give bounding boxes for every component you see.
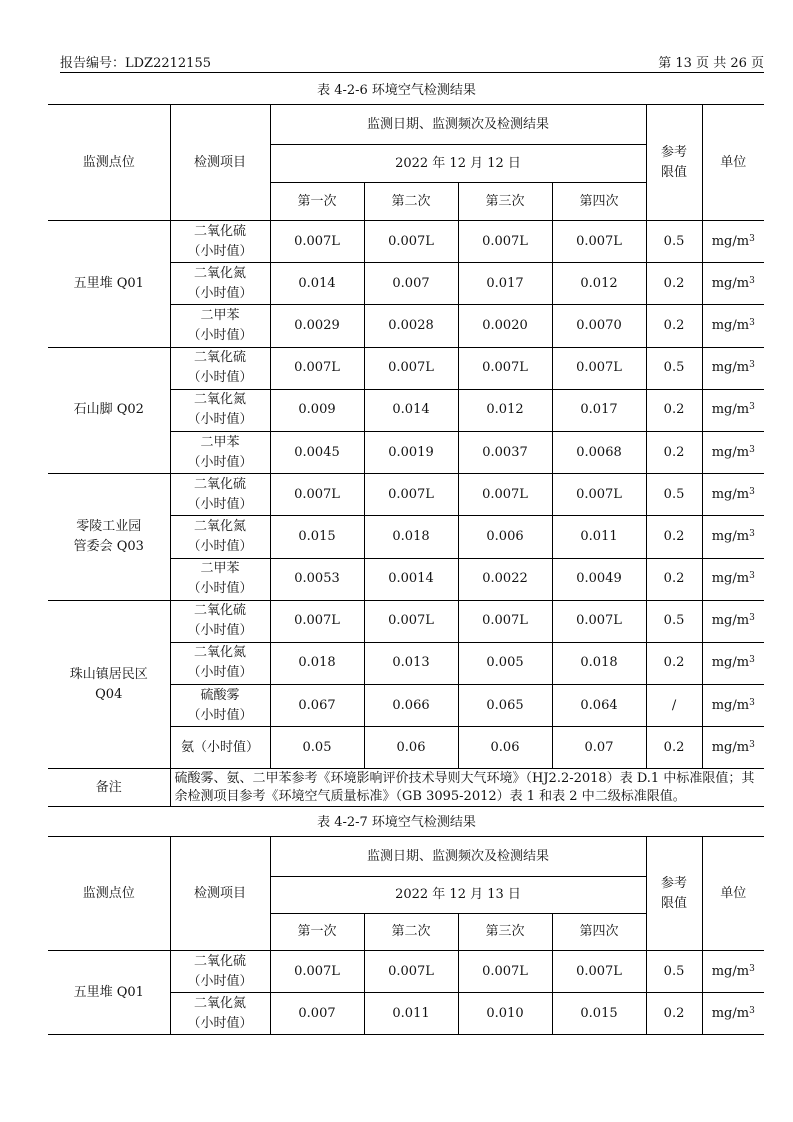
item-name: 二氧化氮 （小时值） xyxy=(170,516,270,558)
unit-text: mg/m xyxy=(711,697,750,713)
result-value: 0.007L xyxy=(552,600,646,642)
result-value: 0.007L xyxy=(364,221,458,263)
result-value: 0.0014 xyxy=(364,558,458,600)
limit-value: 0.5 xyxy=(646,221,702,263)
header-group: 监测日期、监测频次及检测结果 xyxy=(270,837,646,877)
unit-superscript: 3 xyxy=(749,402,755,413)
limit-value: 0.2 xyxy=(646,431,702,473)
unit-text: mg/m xyxy=(711,613,750,629)
item-name: 二氧化氮 （小时值） xyxy=(170,993,270,1035)
unit-text: mg/m xyxy=(711,655,750,671)
header-time-2: 第二次 xyxy=(364,183,458,221)
unit-superscript: 3 xyxy=(749,571,755,582)
header-site: 监测点位 xyxy=(48,837,170,951)
table2-caption: 表 4-2-7 环境空气检测结果 xyxy=(317,815,476,830)
unit-superscript: 3 xyxy=(749,963,755,974)
limit-value: 0.5 xyxy=(646,951,702,993)
result-value: 0.015 xyxy=(552,993,646,1035)
result-value: 0.007L xyxy=(552,221,646,263)
header-date: 2022 年 12 月 12 日 xyxy=(270,145,646,183)
unit-cell xyxy=(702,431,764,473)
item-name: 二氧化氮 （小时值） xyxy=(170,389,270,431)
result-value: 0.0045 xyxy=(270,431,364,473)
result-value: 0.06 xyxy=(458,727,552,769)
table1-air-quality-results xyxy=(48,104,764,807)
result-value: 0.007L xyxy=(458,600,552,642)
unit-text: mg/m xyxy=(711,739,750,755)
header-limit: 参考 限值 xyxy=(646,105,702,221)
header-time-3: 第三次 xyxy=(458,183,552,221)
header-date: 2022 年 12 月 13 日 xyxy=(270,877,646,914)
result-value: 0.007L xyxy=(458,474,552,516)
result-value: 0.017 xyxy=(552,389,646,431)
table1-caption: 表 4-2-6 环境空气检测结果 xyxy=(317,83,476,98)
header-group: 监测日期、监测频次及检测结果 xyxy=(270,105,646,145)
result-value: 0.012 xyxy=(458,389,552,431)
result-value: 0.018 xyxy=(270,642,364,684)
limit-value: 0.5 xyxy=(646,474,702,516)
limit-value: 0.2 xyxy=(646,642,702,684)
limit-value: 0.2 xyxy=(646,558,702,600)
item-name: 二甲苯 （小时值） xyxy=(170,431,270,473)
item-name: 氨（小时值） xyxy=(170,727,270,769)
unit-superscript: 3 xyxy=(749,275,755,286)
unit-text: mg/m xyxy=(711,360,750,376)
result-value: 0.009 xyxy=(270,389,364,431)
unit-cell xyxy=(702,305,764,347)
result-value: 0.007L xyxy=(270,347,364,389)
unit-text: mg/m xyxy=(711,528,750,544)
result-value: 0.014 xyxy=(270,263,364,305)
result-value: 0.07 xyxy=(552,727,646,769)
report-number: 报告编号：LDZ2212155 xyxy=(60,56,211,71)
item-name: 二氧化氮 （小时值） xyxy=(170,263,270,305)
result-value: 0.007L xyxy=(552,951,646,993)
result-value: 0.010 xyxy=(458,993,552,1035)
result-value: 0.015 xyxy=(270,516,364,558)
result-value: 0.011 xyxy=(364,993,458,1035)
limit-value: 0.5 xyxy=(646,600,702,642)
header-time-1: 第一次 xyxy=(270,914,364,951)
page-header xyxy=(60,50,764,73)
result-value: 0.018 xyxy=(552,642,646,684)
limit-value: / xyxy=(646,685,702,727)
header-time-3: 第三次 xyxy=(458,914,552,951)
item-name: 二氧化硫 （小时值） xyxy=(170,951,270,993)
item-name: 二氧化硫 （小时值） xyxy=(170,347,270,389)
unit-text: mg/m xyxy=(711,1005,750,1021)
result-value: 0.0028 xyxy=(364,305,458,347)
table2-air-quality-results xyxy=(48,836,764,1035)
header-time-1: 第一次 xyxy=(270,183,364,221)
unit-superscript: 3 xyxy=(749,360,755,371)
unit-cell xyxy=(702,263,764,305)
unit-text: mg/m xyxy=(711,486,750,502)
result-value: 0.014 xyxy=(364,389,458,431)
table-row xyxy=(48,347,764,389)
result-value: 0.064 xyxy=(552,685,646,727)
unit-superscript: 3 xyxy=(749,317,755,328)
item-name: 硫酸雾 （小时值） xyxy=(170,685,270,727)
result-value: 0.007L xyxy=(364,474,458,516)
unit-cell xyxy=(702,558,764,600)
unit-cell xyxy=(702,389,764,431)
header-time-4: 第四次 xyxy=(552,183,646,221)
unit-cell xyxy=(702,727,764,769)
result-value: 0.06 xyxy=(364,727,458,769)
item-name: 二氧化硫 （小时值） xyxy=(170,221,270,263)
result-value: 0.006 xyxy=(458,516,552,558)
header-time-4: 第四次 xyxy=(552,914,646,951)
result-value: 0.007L xyxy=(270,600,364,642)
unit-superscript: 3 xyxy=(749,528,755,539)
result-value: 0.007L xyxy=(364,347,458,389)
site-name: 珠山镇居民区 Q04 xyxy=(48,600,170,769)
unit-cell xyxy=(702,685,764,727)
limit-value: 0.2 xyxy=(646,516,702,558)
unit-cell xyxy=(702,600,764,642)
unit-cell xyxy=(702,516,764,558)
unit-superscript: 3 xyxy=(749,697,755,708)
unit-text: mg/m xyxy=(711,444,750,460)
unit-text: mg/m xyxy=(711,317,750,333)
result-value: 0.067 xyxy=(270,685,364,727)
result-value: 0.018 xyxy=(364,516,458,558)
result-value: 0.007L xyxy=(458,951,552,993)
header-unit: 单位 xyxy=(702,837,764,951)
unit-cell xyxy=(702,221,764,263)
item-name: 二氧化硫 （小时值） xyxy=(170,600,270,642)
site-name: 石山脚 Q02 xyxy=(48,347,170,474)
limit-value: 0.2 xyxy=(646,727,702,769)
result-value: 0.0070 xyxy=(552,305,646,347)
header-time-2: 第二次 xyxy=(364,914,458,951)
result-value: 0.066 xyxy=(364,685,458,727)
unit-cell xyxy=(702,993,764,1035)
unit-text: mg/m xyxy=(711,275,750,291)
unit-superscript: 3 xyxy=(749,1005,755,1016)
unit-cell xyxy=(702,951,764,993)
table-row xyxy=(48,600,764,642)
table-row xyxy=(48,474,764,516)
unit-cell xyxy=(702,347,764,389)
header-limit: 参考 限值 xyxy=(646,837,702,951)
result-value: 0.0037 xyxy=(458,431,552,473)
item-name: 二氧化硫 （小时值） xyxy=(170,474,270,516)
result-value: 0.007L xyxy=(458,221,552,263)
result-value: 0.012 xyxy=(552,263,646,305)
result-value: 0.017 xyxy=(458,263,552,305)
result-value: 0.05 xyxy=(270,727,364,769)
limit-value: 0.2 xyxy=(646,263,702,305)
unit-text: mg/m xyxy=(711,571,750,587)
result-value: 0.007L xyxy=(364,951,458,993)
result-value: 0.007L xyxy=(270,221,364,263)
result-value: 0.007L xyxy=(552,474,646,516)
unit-text: mg/m xyxy=(711,402,750,418)
result-value: 0.0020 xyxy=(458,305,552,347)
result-value: 0.0053 xyxy=(270,558,364,600)
result-value: 0.0049 xyxy=(552,558,646,600)
result-value: 0.013 xyxy=(364,642,458,684)
result-value: 0.007L xyxy=(270,474,364,516)
site-name: 五里堆 Q01 xyxy=(48,951,170,1035)
unit-cell xyxy=(702,642,764,684)
limit-value: 0.5 xyxy=(646,347,702,389)
header-item: 检测项目 xyxy=(170,105,270,221)
header-item: 检测项目 xyxy=(170,837,270,951)
result-value: 0.007 xyxy=(270,993,364,1035)
header-unit: 单位 xyxy=(702,105,764,221)
result-value: 0.007L xyxy=(364,600,458,642)
result-value: 0.007L xyxy=(270,951,364,993)
site-name: 五里堆 Q01 xyxy=(48,221,170,348)
item-name: 二氧化氮 （小时值） xyxy=(170,642,270,684)
limit-value: 0.2 xyxy=(646,993,702,1035)
result-value: 0.0019 xyxy=(364,431,458,473)
table-row xyxy=(48,951,764,993)
unit-cell xyxy=(702,474,764,516)
unit-text: mg/m xyxy=(711,233,750,249)
item-name: 二甲苯 （小时值） xyxy=(170,558,270,600)
limit-value: 0.2 xyxy=(646,389,702,431)
result-value: 0.007L xyxy=(458,347,552,389)
unit-superscript: 3 xyxy=(749,613,755,624)
item-name: 二甲苯 （小时值） xyxy=(170,305,270,347)
unit-superscript: 3 xyxy=(749,444,755,455)
unit-superscript: 3 xyxy=(749,233,755,244)
note-label: 备注 xyxy=(48,769,170,807)
result-value: 0.0029 xyxy=(270,305,364,347)
result-value: 0.011 xyxy=(552,516,646,558)
limit-value: 0.2 xyxy=(646,305,702,347)
table-row xyxy=(48,221,764,263)
site-name: 零陵工业园 管委会 Q03 xyxy=(48,474,170,601)
result-value: 0.005 xyxy=(458,642,552,684)
page-number: 第 13 页 共 26 页 xyxy=(658,56,764,71)
unit-superscript: 3 xyxy=(749,739,755,750)
result-value: 0.0022 xyxy=(458,558,552,600)
unit-superscript: 3 xyxy=(749,655,755,666)
header-site: 监测点位 xyxy=(48,105,170,221)
result-value: 0.007L xyxy=(552,347,646,389)
result-value: 0.007 xyxy=(364,263,458,305)
result-value: 0.065 xyxy=(458,685,552,727)
unit-text: mg/m xyxy=(711,963,750,979)
result-value: 0.0068 xyxy=(552,431,646,473)
unit-superscript: 3 xyxy=(749,486,755,497)
note-text: 硫酸雾、氨、二甲苯参考《环境影响评价技术导则大气环境》（HJ2.2-2018）表 D.1 中标准限值；其余检测项目参考《环境空气质量标准》（GB 3095-2012）表 1 和表 2 中二级标准限值。 xyxy=(170,769,764,807)
